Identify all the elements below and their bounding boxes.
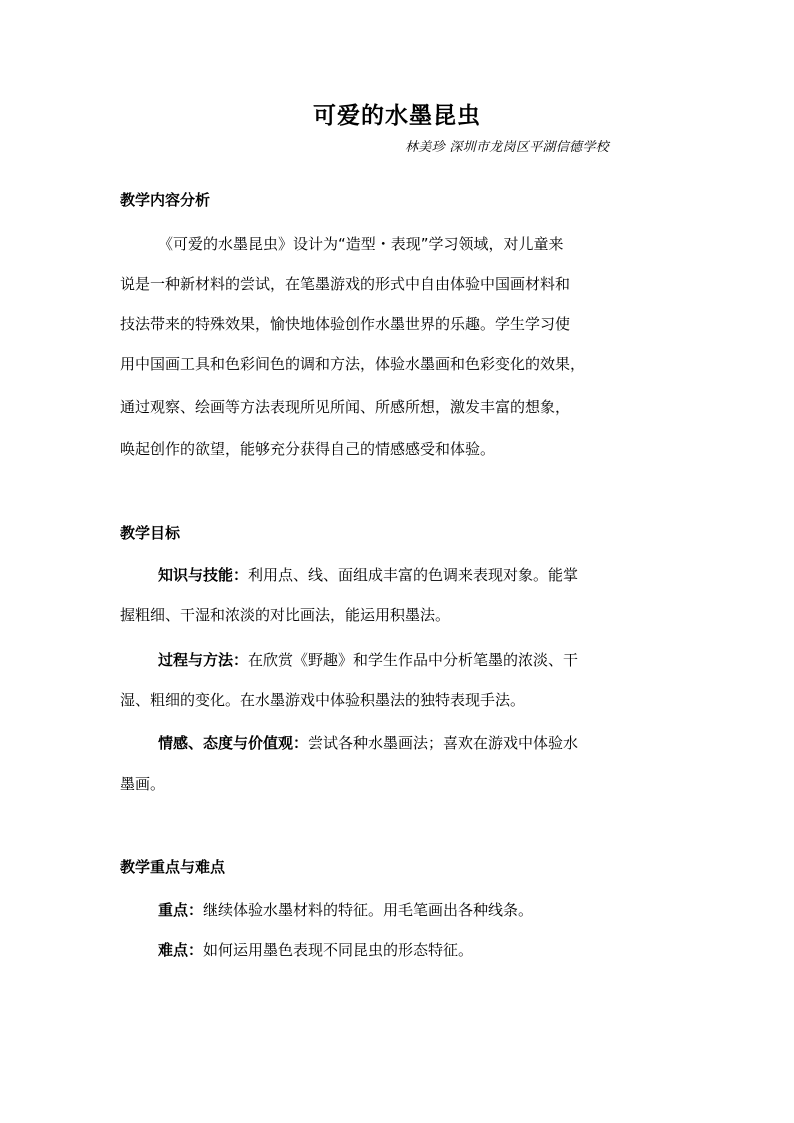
paragraph-line: 用中国画工具和色彩间色的调和方法，体验水墨画和色彩变化的效果， bbox=[120, 355, 586, 373]
section-heading-key-points: 教学重点与难点 bbox=[120, 858, 226, 876]
author-line: 林美珍 深圳市龙岗区平湖信德学校 bbox=[405, 140, 609, 155]
paragraph-line: 《可爱的水墨昆虫》设计为“造型・表现”学习领域，对儿童来 bbox=[158, 235, 564, 253]
objective-line: 墨画。 bbox=[120, 775, 166, 793]
document-title: 可爱的水墨昆虫 bbox=[313, 103, 481, 129]
difficulty-text: 如何运用墨色表现不同昆虫的形态特征。 bbox=[203, 941, 474, 959]
difficulty-label: 难点： bbox=[158, 941, 204, 959]
objective-line bbox=[158, 563, 578, 587]
objective-line: 握粗细、干湿和浓淡的对比画法，能运用积墨法。 bbox=[120, 606, 451, 624]
objective-label: 情感、态度与价值观： bbox=[158, 734, 309, 752]
objective-label: 知识与技能： bbox=[158, 566, 249, 584]
objective-line bbox=[158, 731, 578, 755]
objective-line: 湿、粗细的变化。在水墨游戏中体验积墨法的独特表现手法。 bbox=[120, 691, 526, 709]
objective-label: 过程与方法： bbox=[158, 651, 249, 669]
section-heading-objectives: 教学目标 bbox=[120, 524, 181, 542]
key-point-text: 继续体验水墨材料的特征。用毛笔画出各种线条。 bbox=[203, 901, 534, 919]
difficulty-line bbox=[158, 938, 473, 962]
paragraph-line: 技法带来的特殊效果，愉快地体验创作水墨世界的乐趣。学生学习使 bbox=[120, 315, 571, 333]
objective-text: 利用点、线、面组成丰富的色调来表现对象。能掌 bbox=[248, 566, 579, 584]
objective-text: 在欣赏《野趣》和学生作品中分析笔墨的浓淡、干 bbox=[248, 651, 579, 669]
paragraph-line: 说是一种新材料的尝试，在笔墨游戏的形式中自由体验中国画材料和 bbox=[120, 275, 571, 293]
paragraph-line: 唤起创作的欲望，能够充分获得自己的情感感受和体验。 bbox=[120, 440, 496, 458]
objective-text: 尝试各种水墨画法；喜欢在游戏中体验水 bbox=[308, 734, 579, 752]
section-heading-content-analysis: 教学内容分析 bbox=[120, 191, 211, 209]
objective-line bbox=[158, 648, 578, 672]
paragraph-line: 通过观察、绘画等方法表现所见所闻、所感所想，激发丰富的想象， bbox=[120, 398, 571, 416]
key-point-line bbox=[158, 898, 533, 922]
key-point-label: 重点： bbox=[158, 901, 204, 919]
